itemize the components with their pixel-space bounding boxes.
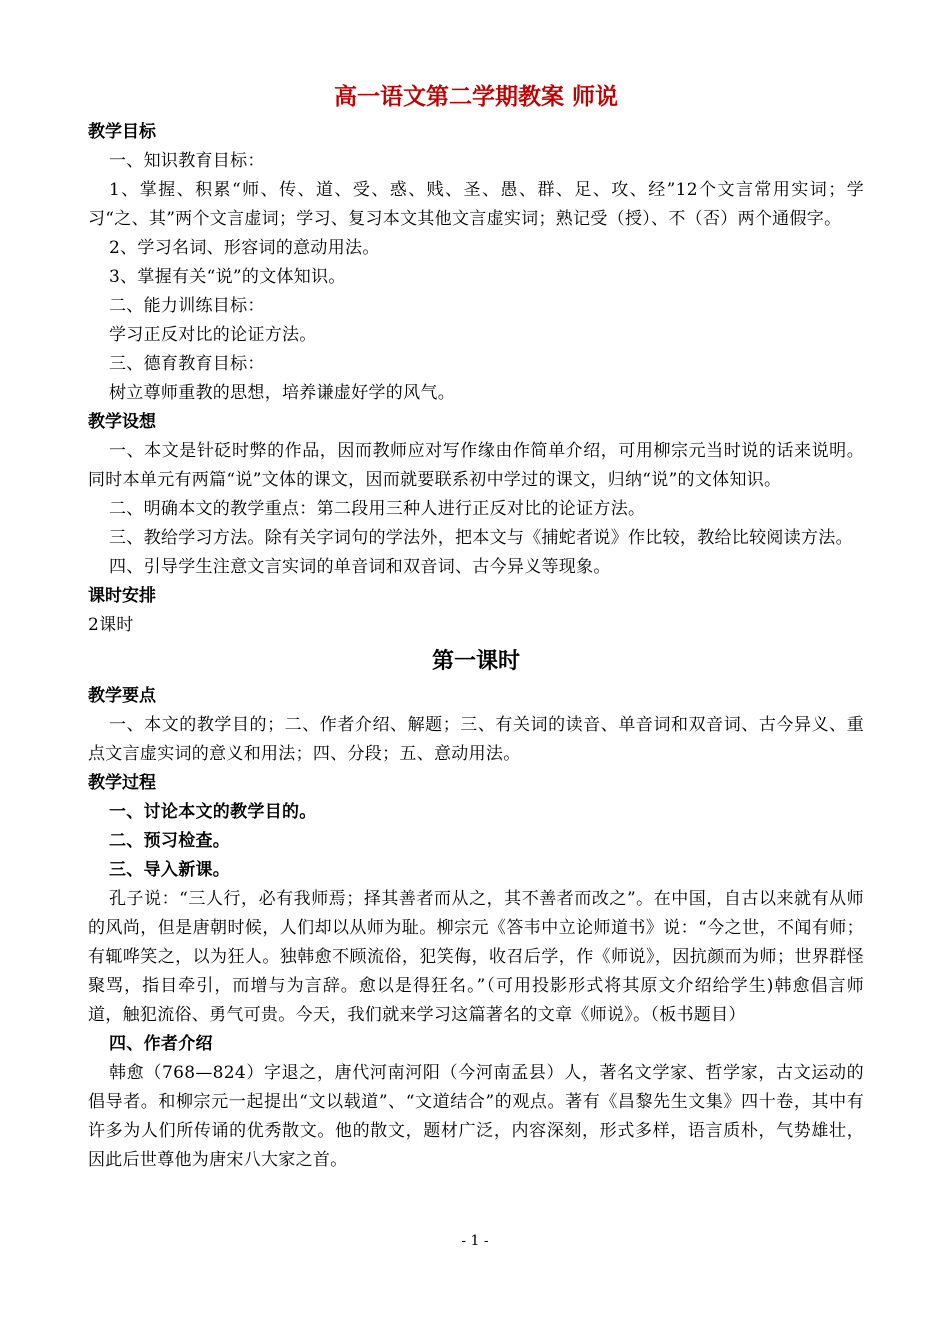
- process-step-3: 三、导入新课。: [109, 860, 231, 880]
- knowledge-goal-2: 2、学习名词、形容词的意动用法。: [109, 238, 380, 258]
- design-paragraph-4: 四、引导学生注意文言实词的单音词和双音词、古今异义等现象。: [109, 557, 611, 577]
- design-paragraph-1: 一、本文是针砭时弊的作品，因而教师应对写作缘由作简单介绍，可用柳宗元当时说的话来说明。同时本单元有两篇“说”文体的课文，因而就要联系初中学过的课文，归纳“说”的文体知识。: [88, 441, 864, 490]
- lesson-points-text: 一、本文的教学目的；二、作者介绍、解题；三、有关词的读音、单音词和双音词、古今异义、重点文言虚实词的意义和用法；四、分段；五、意动用法。: [88, 715, 864, 764]
- lesson-one-title: 第一课时: [431, 649, 520, 674]
- knowledge-goal-1: 1、掌握、积累“师、传、道、受、惑、贱、圣、愚、群、足、攻、经”12个文言常用实词；学习“之、其”两个文言虚词；学习、复习本文其他文言虚实词；熟记受（授）、不（否）两个通假字。: [88, 180, 864, 229]
- page-number: - 1 -: [461, 1233, 489, 1249]
- author-paragraph: 韩愈（768—824）字退之，唐代河南河阳（今河南孟县）人，著名文学家、哲学家，古文运动的倡导者。和柳宗元一起提出“文以载道”、“文道结合”的观点。著有《昌黎先生文集》四十卷，其中有许多为人们所传诵的优秀散文。他的散文，题材广泛，内容深刻，形式多样，语言质朴，气势雄壮，因此后世尊他为唐宋八大家之首。: [88, 1063, 864, 1170]
- knowledge-goal-title: 一、知识教育目标：: [109, 151, 265, 171]
- ability-goal-title: 二、能力训练目标：: [109, 296, 265, 316]
- schedule-text: 2课时: [88, 615, 134, 635]
- objectives-heading: 教学目标: [88, 122, 156, 142]
- document-title: 高一语文第二学期教案 师说: [333, 84, 618, 110]
- process-step-2: 二、预习检查。: [109, 831, 231, 851]
- intro-paragraph: 孔子说：“三人行，必有我师焉；择其善者而从之，其不善者而改之”。在中国，自古以来就有从师的风尚，但是唐朝时候，人们却以从师为耻。柳宗元《答韦中立论师道书》说：“今之世，不闻有师；有辄哗笑之，以为狂人。独韩愈不顾流俗，犯笑侮，收召后学，作《师说》，因抗颜而为师；世界群怪聚骂，指目牵引，而增与为言辞。愈以是得狂名。”（可用投影形式将其原文介绍给学生)韩愈倡言师道，触犯流俗、勇气可贵。今天，我们就来学习这篇著名的文章《师说》。（板书题目）: [88, 889, 864, 1025]
- moral-goal-title: 三、德育教育目标：: [109, 354, 265, 374]
- document-body: [88, 80, 864, 1175]
- ability-goal-1: 学习正反对比的论证方法。: [109, 325, 317, 345]
- process-step-1: 一、讨论本文的教学目的。: [109, 802, 317, 822]
- design-paragraph-3: 三、教给学习方法。除有关字词句的学法外，把本文与《捕蛇者说》作比较，教给比较阅读方法。: [109, 528, 853, 548]
- design-heading: 教学设想: [88, 412, 156, 432]
- design-paragraph-2: 二、明确本文的教学重点：第二段用三种人进行正反对比的论证方法。: [109, 499, 646, 519]
- knowledge-goal-3: 3、掌握有关“说”的文体知识。: [109, 267, 346, 287]
- process-step-4: 四、作者介绍: [109, 1034, 213, 1054]
- schedule-heading: 课时安排: [88, 586, 156, 606]
- moral-goal-1: 树立尊师重教的思想，培养谦虚好学的风气。: [109, 383, 455, 403]
- lesson-points-heading: 教学要点: [88, 686, 156, 706]
- process-heading: 教学过程: [88, 773, 156, 793]
